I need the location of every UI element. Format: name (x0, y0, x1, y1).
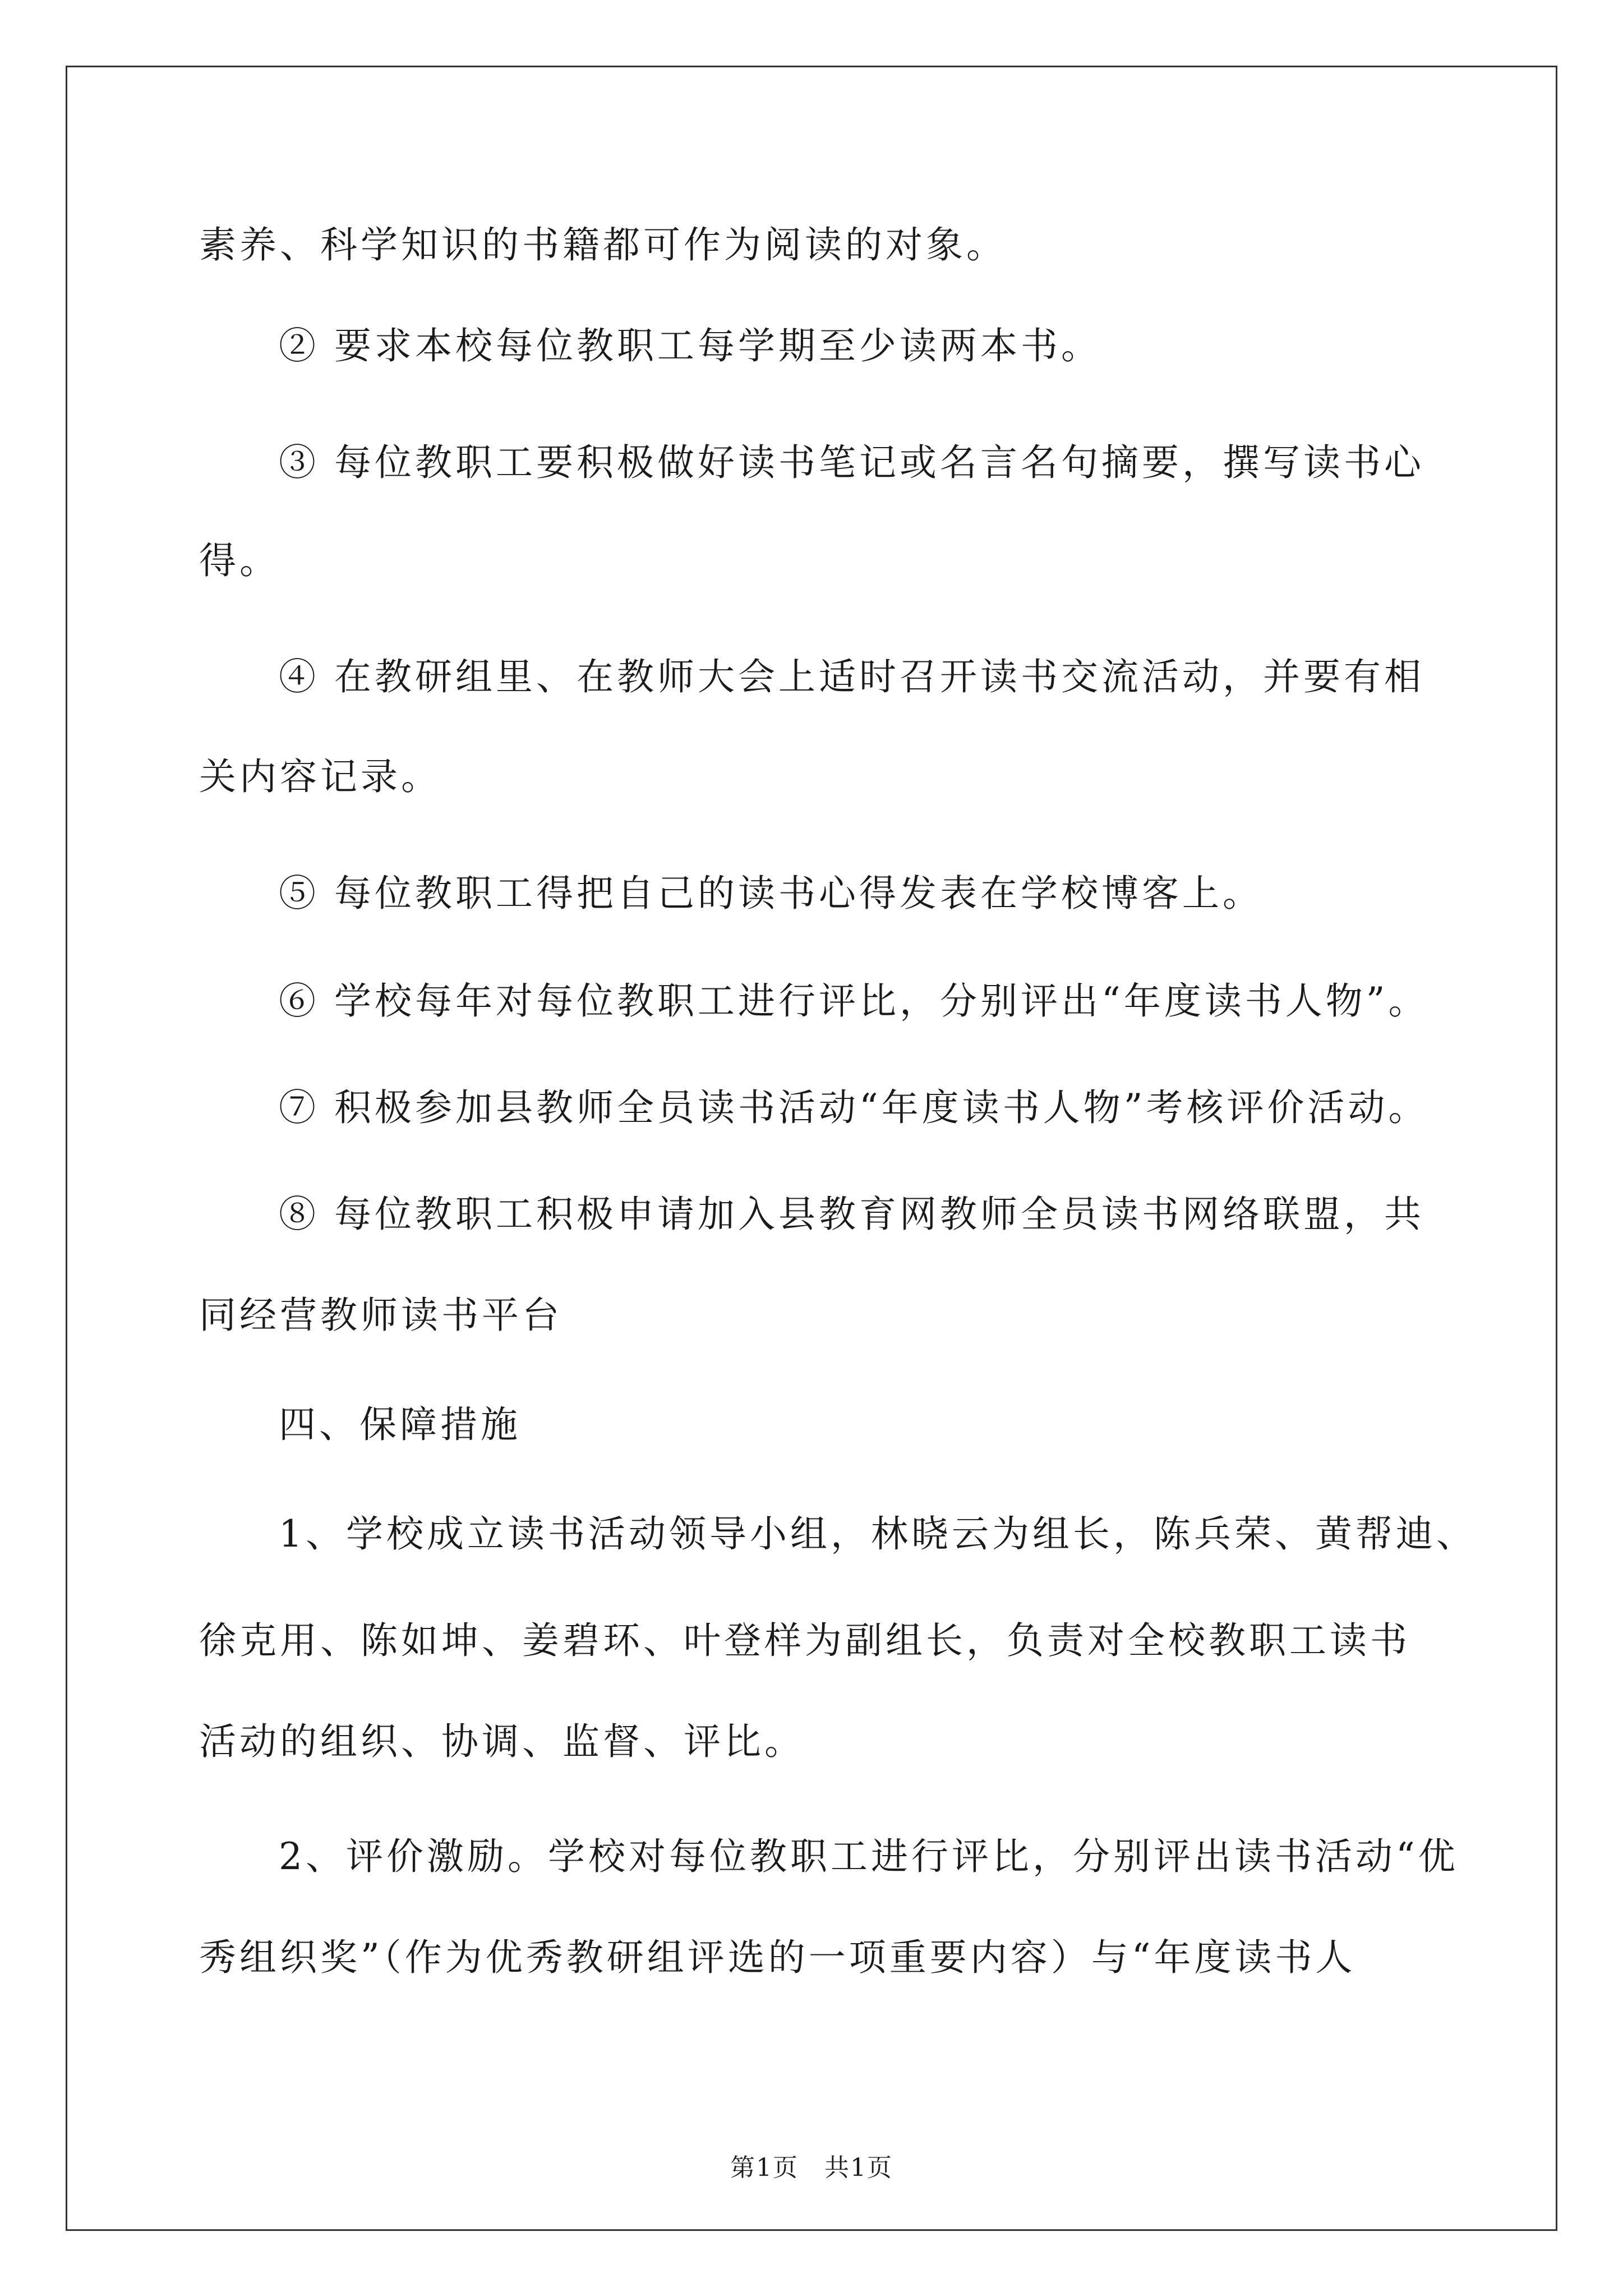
text-line: ⑦ 积极参加县教师全员读书活动“年度读书人物”考核评价活动。 (279, 1086, 1429, 1129)
text-line: 秀组织奖”（作为优秀教研组评选的一项重要内容）与“年度读书人 (199, 1936, 1356, 1979)
page-footer: 第1页 共1页 (730, 2154, 893, 2182)
text-line: 1、学校成立读书活动领导小组，林晓云为组长，陈兵荣、黄帮迪、 (279, 1512, 1477, 1556)
text-line: ⑧ 每位教职工积极申请加入县教育网教师全员读书网络联盟，共 (279, 1193, 1424, 1236)
text-line: ⑥ 学校每年对每位教职工进行评比，分别评出“年度读书人物”。 (279, 979, 1429, 1023)
text-line: 素养、科学知识的书籍都可作为阅读的对象。 (199, 223, 1007, 266)
text-line: 活动的组织、协调、监督、评比。 (199, 1720, 805, 1763)
text-line: 得。 (199, 539, 280, 582)
section-heading: 四、保障措施 (279, 1403, 521, 1446)
text-line: ④ 在教研组里、在教师大会上适时召开读书交流活动，并要有相 (279, 655, 1424, 698)
text-line: ② 要求本校每位教职工每学期至少读两本书。 (279, 324, 1101, 367)
text-line: ③ 每位教职工要积极做好读书笔记或名言名句摘要，撰写读书心 (279, 441, 1424, 484)
page-border (66, 66, 1557, 2231)
text-line: 2、评价激励。学校对每位教职工进行评比，分别评出读书活动“优 (279, 1835, 1459, 1878)
text-line: 关内容记录。 (199, 755, 441, 798)
text-line: 同经营教师读书平台 (199, 1294, 562, 1337)
text-line: 徐克用、陈如坤、姜碧环、叶登样为副组长，负责对全校教职工读书 (199, 1619, 1410, 1662)
text-line: ⑤ 每位教职工得把自己的读书心得发表在学校博客上。 (279, 872, 1263, 915)
